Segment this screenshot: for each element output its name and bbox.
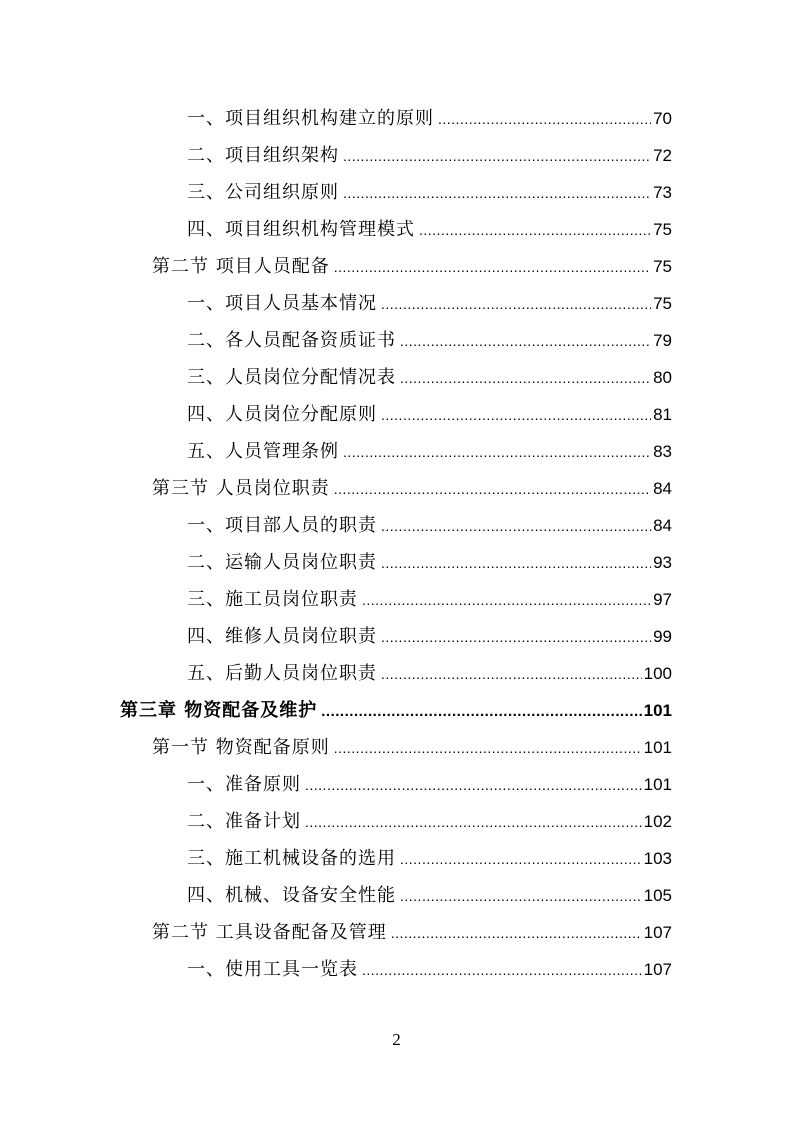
dot-leader	[381, 286, 651, 323]
toc-entry-title: 五、后勤人员岗位职责	[187, 663, 377, 684]
toc-entry-title: 一、项目组织机构建立的原则	[187, 108, 434, 129]
dot-leader	[334, 249, 651, 286]
toc-entry-page: 80	[653, 368, 672, 387]
dot-leader	[343, 434, 651, 471]
toc-entry-page: 105	[643, 886, 672, 905]
toc-entry-title: 四、人员岗位分配原则	[187, 404, 377, 425]
toc-entry-title: 三、施工员岗位职责	[187, 589, 358, 610]
toc-entry-title: 一、项目人员基本情况	[187, 293, 377, 314]
toc-entry-title: 二、准备计划	[187, 811, 301, 832]
dot-leader	[400, 360, 651, 397]
dot-leader	[400, 878, 642, 915]
dot-leader	[400, 841, 642, 878]
toc-entry-title: 第一节 物资配备原则	[152, 737, 330, 758]
toc-entry-page: 75	[653, 257, 672, 276]
toc-entry-page: 93	[653, 553, 672, 572]
dot-leader	[381, 545, 651, 582]
toc-entry-page: 101	[643, 775, 672, 794]
toc-entry-title: 一、使用工具一览表	[187, 959, 358, 980]
toc-entry-page: 70	[653, 109, 672, 128]
toc-entry-title: 二、各人员配备资质证书	[187, 330, 396, 351]
toc-entry-page: 101	[643, 701, 672, 720]
dot-leader	[381, 656, 642, 693]
dot-leader	[438, 101, 651, 138]
toc-chapter-entry[interactable]	[120, 692, 672, 729]
toc-entry-page: 75	[653, 220, 672, 239]
toc-section-entry[interactable]	[152, 248, 672, 285]
toc-entry-title: 第三节 人员岗位职责	[152, 478, 330, 499]
dot-leader	[305, 804, 642, 841]
dot-leader	[400, 323, 651, 360]
toc-entry-page: 107	[643, 960, 672, 979]
toc-entry-page: 72	[653, 146, 672, 165]
toc-entry-page: 83	[653, 442, 672, 461]
toc-entry[interactable]	[187, 951, 672, 988]
toc-entry-page: 73	[653, 183, 672, 202]
toc-section-entry[interactable]	[152, 729, 672, 766]
toc-entry[interactable]	[187, 655, 672, 692]
toc-entry-title: 一、项目部人员的职责	[187, 515, 377, 536]
toc-entry-page: 79	[653, 331, 672, 350]
toc-entry-title: 第二节 项目人员配备	[152, 256, 330, 277]
toc-entry-page: 84	[653, 479, 672, 498]
toc-section-entry[interactable]	[152, 914, 672, 951]
toc-entry-title: 五、人员管理条例	[187, 441, 339, 462]
dot-leader	[343, 138, 651, 175]
toc-entry-page: 99	[653, 627, 672, 646]
toc-entry[interactable]	[187, 359, 672, 396]
dot-leader	[334, 471, 651, 508]
page-number: 2	[392, 1030, 401, 1049]
dot-leader	[381, 619, 651, 656]
toc-entry[interactable]	[187, 137, 672, 174]
toc-entry-title: 第三章 物资配备及维护	[120, 700, 318, 721]
toc-entry-title: 三、公司组织原则	[187, 182, 339, 203]
toc-entry[interactable]	[187, 618, 672, 655]
dot-leader	[419, 212, 651, 249]
toc-entry[interactable]	[187, 211, 672, 248]
toc-entry-page: 84	[653, 516, 672, 535]
toc-entry-title: 一、准备原则	[187, 774, 301, 795]
toc-entry[interactable]	[187, 322, 672, 359]
toc-section-entry[interactable]	[152, 470, 672, 507]
toc-entry-page: 103	[643, 849, 672, 868]
toc-entry[interactable]	[187, 285, 672, 322]
toc-entry-title: 四、机械、设备安全性能	[187, 885, 396, 906]
toc-entry-title: 第二节 工具设备配备及管理	[152, 922, 387, 943]
toc-entry[interactable]	[187, 544, 672, 581]
toc-entry-page: 81	[653, 405, 672, 424]
toc-entry-page: 100	[643, 664, 672, 683]
toc-entry-title: 二、项目组织架构	[187, 145, 339, 166]
toc-entry[interactable]	[187, 174, 672, 211]
toc-entry-title: 三、人员岗位分配情况表	[187, 367, 396, 388]
dot-leader	[391, 915, 642, 952]
toc-entry-page: 101	[643, 738, 672, 757]
toc-entry[interactable]	[187, 877, 672, 914]
dot-leader	[381, 508, 651, 545]
toc-entry-title: 四、项目组织机构管理模式	[187, 219, 415, 240]
dot-leader	[305, 767, 642, 804]
dot-leader	[362, 952, 642, 989]
toc-entry-title: 二、运输人员岗位职责	[187, 552, 377, 573]
toc-entry[interactable]	[187, 433, 672, 470]
dot-leader	[362, 582, 651, 619]
dot-leader	[343, 175, 651, 212]
toc-entry[interactable]	[187, 507, 672, 544]
dot-leader	[381, 397, 651, 434]
toc-entry[interactable]	[187, 396, 672, 433]
toc-entry-page: 97	[653, 590, 672, 609]
toc-entry[interactable]	[187, 581, 672, 618]
dot-leader	[334, 730, 642, 767]
toc-entry[interactable]	[187, 766, 672, 803]
toc-entry[interactable]	[187, 803, 672, 840]
toc-entry-page: 107	[643, 923, 672, 942]
dot-leader	[321, 693, 641, 730]
toc-entry-title: 四、维修人员岗位职责	[187, 626, 377, 647]
toc-entry-page: 102	[643, 812, 672, 831]
toc-entry[interactable]	[187, 100, 672, 137]
toc-entry-page: 75	[653, 294, 672, 313]
toc-entry-title: 三、施工机械设备的选用	[187, 848, 396, 869]
toc-entry[interactable]	[187, 840, 672, 877]
